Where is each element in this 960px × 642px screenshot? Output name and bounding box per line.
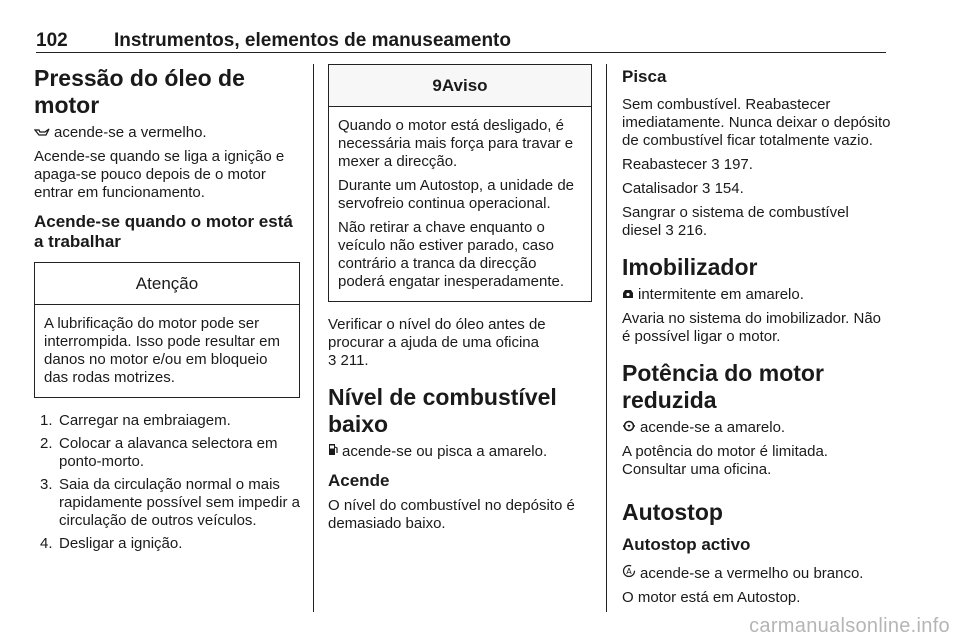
subheading-engine-running: Acende-se quando o motor está a trabalhar (34, 212, 293, 251)
list-item: 4. Desligar a ignição. (40, 535, 183, 552)
page-number: 102 (36, 30, 68, 51)
flashes-text: Sem combustível. Reabastecer imediatamente. Nunca deixar o depósito de combustível ficar totalmente vazio. (622, 96, 891, 149)
warning-text-1: Quando o motor está desligado, é necessária mais força para travar e mexer a direcção. (338, 117, 574, 170)
attention-box-title: Atenção (35, 263, 299, 305)
subheading-flashes: Pisca (622, 67, 667, 86)
section-heading-immobiliser: Imobilizador (622, 254, 758, 280)
power-text: A potência do motor é limitada. Consultar uma oficina. (622, 443, 828, 478)
warning-box (328, 64, 592, 302)
page-ref[interactable]: 211. (340, 352, 369, 369)
page-ref[interactable]: 197. (723, 156, 753, 173)
warning-text-3: Não retirar a chave enquanto o veículo não estiver parado, caso contrário a tranca da direcção poderá engatar inesperadamente. (338, 219, 564, 290)
page-ref[interactable]: 154. (714, 180, 744, 197)
steps-list (34, 412, 300, 553)
refuel-ref: Reabastecer 3 197. (622, 156, 753, 173)
column-divider (606, 64, 607, 612)
fuel-low-text: O nível do combustível no depósito é demasiado baixo. (328, 497, 575, 532)
autostop-lamp-line: A acende-se a vermelho ou branco. (622, 564, 892, 583)
list-item: 1. Carregar na embraiagem. (40, 412, 231, 429)
power-lamp-line: acende-se a amarelo. (622, 418, 892, 437)
car-key-icon (622, 285, 634, 303)
column-2 (328, 64, 592, 533)
section-heading-autostop: Autostop (622, 499, 723, 525)
column-divider (313, 64, 314, 612)
page-ref-arrow-icon: 3 (711, 156, 720, 173)
fuel-lamp-line: acende-se ou pisca a amarelo. (328, 442, 592, 461)
page-ref-arrow-icon: 3 (665, 222, 674, 239)
oil-can-icon (34, 123, 50, 141)
fuel-pump-icon (328, 442, 338, 460)
page-ref[interactable]: 216. (677, 222, 708, 239)
oil-lamp-line: acende-se a vermelho. (34, 123, 300, 142)
attention-box (34, 262, 300, 398)
subheading-lights: Acende (328, 471, 390, 490)
attention-box-text: A lubrificação do motor pode ser interrompida. Isso pode resultar em danos no motor e/ou em bloqueio das rodas motrizes. (44, 315, 280, 386)
page-header (36, 30, 886, 53)
oil-check-text: Verificar o nível do óleo antes de procurar a ajuda de uma oficina 3 211. (328, 316, 546, 369)
catalyst-ref: Catalisador 3 154. (622, 180, 744, 197)
section-heading-fuel-low: Nível de combustível baixo (328, 384, 557, 437)
immobiliser-text: Avaria no sistema do imobilizador. Não é possível ligar o motor. (622, 310, 882, 345)
warning-icon: 9 (432, 76, 442, 95)
subheading-autostop-active: Autostop activo (622, 535, 751, 554)
autostop-text: O motor está em Autostop. (622, 589, 801, 606)
chapter-title: Instrumentos, elementos de manuseamento (114, 30, 511, 51)
bleed-fuel-ref: Sangrar o sistema de combustível diesel 3 216. (622, 204, 849, 239)
warning-text-2: Durante um Autostop, a unidade de servofreio continua operacional. (338, 177, 575, 212)
list-item: 2. Colocar a alavanca selectora em ponto-morto. (40, 435, 278, 470)
warning-box-title: 9Aviso (329, 65, 591, 107)
immobiliser-lamp-line: intermitente em amarelo. (622, 285, 892, 304)
watermark: carmanualsonline.info (749, 615, 950, 637)
column-3 (622, 64, 892, 607)
engine-gear-icon (622, 418, 636, 436)
column-1 (34, 64, 300, 553)
autostop-a-icon (622, 564, 636, 582)
section-heading-oil-pressure: Pressão do óleo de motor (34, 65, 245, 118)
page-ref-arrow-icon: 3 (702, 180, 711, 197)
list-item: 3. Saia da circulação normal o mais rapidamente possível sem impedir a circulação de outros veículos. (40, 476, 300, 529)
svg-text:A: A (626, 567, 632, 576)
oil-description: Acende-se quando se liga a ignição e apaga-se pouco depois de o motor entrar em funcionamento. (34, 148, 285, 201)
section-heading-reduced-power: Potência do motor reduzida (622, 360, 824, 413)
page-ref-arrow-icon: 3 (328, 352, 337, 369)
